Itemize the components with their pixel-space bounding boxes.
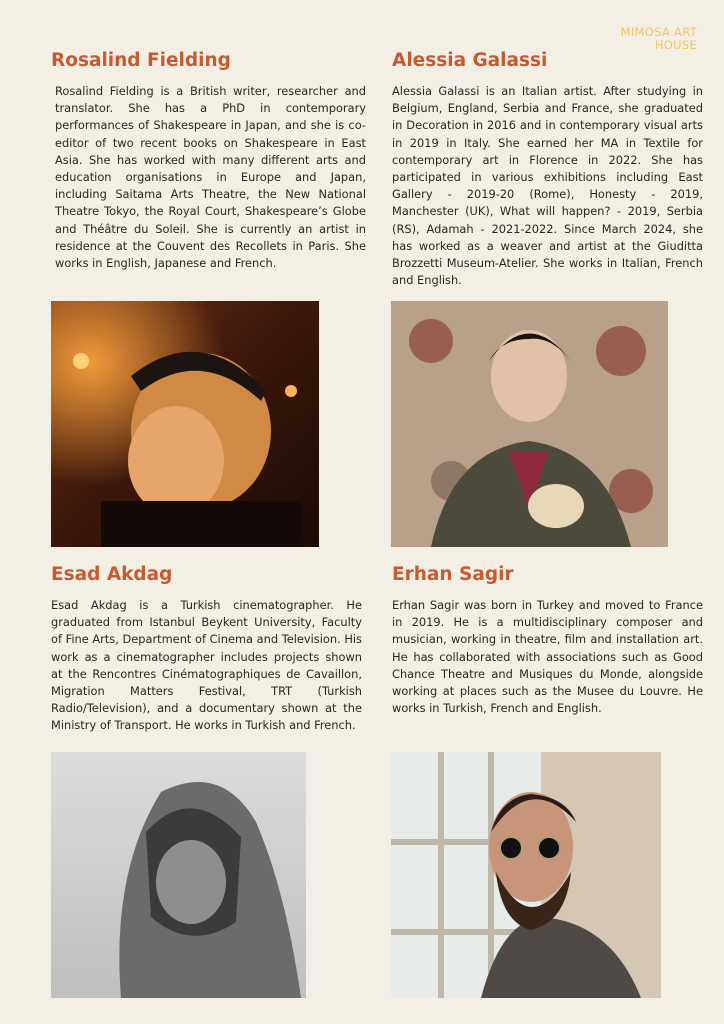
photo-alessia	[391, 301, 668, 547]
profile-bio-rosalind: Rosalind Fielding is a British writer, researcher and translator. She has a PhD in contemporary performances of Shakespeare in Japan, and she is co-editor of two recent books on Shakespeare in East Asia. She has worked with many different arts and education organisations in Europe and Japan, including Saitama Arts Theatre, the New National Theatre Tokyo, the Royal Court, Shakespeare’s Globe and Théâtre du Soleil. She is currently an artist in residence at the Couvent des Recollets in Paris. She works in English, Japanese and French.	[55, 84, 366, 271]
photo-erhan	[391, 752, 661, 998]
brand-line-1: MIMOSA ART	[620, 25, 697, 39]
profile-name-rosalind: Rosalind Fielding	[51, 50, 231, 71]
profile-bio-alessia: Alessia Galassi is an Italian artist. After studying in Belgium, England, Serbia and France, she graduated in Decoration in 2016 and in contemporary visual arts in 2019 in Italy. She earned her MA in Textile for contemporary art in Florence in 2022. She has participated in various exhibitions including East Gallery - 2019-20 (Rome), Honesty - 2019, Manchester (UK), What will happen? - 2019, Serbia (RS), Adamah - 2021-2022. Since March 2024, she has worked as a weaver and artist at the Giuditta Brozzetti Museum-Atelier. She works in Italian, French and English.	[392, 84, 703, 288]
photo-esad	[51, 752, 306, 998]
profile-bio-erhan: Erhan Sagir was born in Turkey and moved to France in 2019. He is a multidisciplinary composer and musician, working in theatre, film and installation art. He has collaborated with associations such as Good Chance Theatre and Musiques du Monde, alongside working at places such as the Musee du Louvre. He works in Turkish, French and English.	[392, 598, 703, 716]
profile-name-esad: Esad Akdag	[51, 564, 173, 585]
profile-bio-esad: Esad Akdag is a Turkish cinematographer. He graduated from Istanbul Beykent University, Faculty of Fine Arts, Department of Cinema and Television. His work as a cinematographer includes projects shown at the Rencontres Cinématographiques de Cavaillon, Migration Matters Festival, TRT (Turkish Radio/Television), and a documentary shown at the Ministry of Transport. He works in Turkish and French.	[51, 598, 362, 733]
profile-name-alessia: Alessia Galassi	[392, 50, 548, 71]
brand-logo	[587, 26, 697, 52]
profile-name-erhan: Erhan Sagir	[392, 564, 514, 585]
photo-rosalind	[51, 301, 319, 547]
brand-line-2: HOUSE	[654, 38, 697, 52]
